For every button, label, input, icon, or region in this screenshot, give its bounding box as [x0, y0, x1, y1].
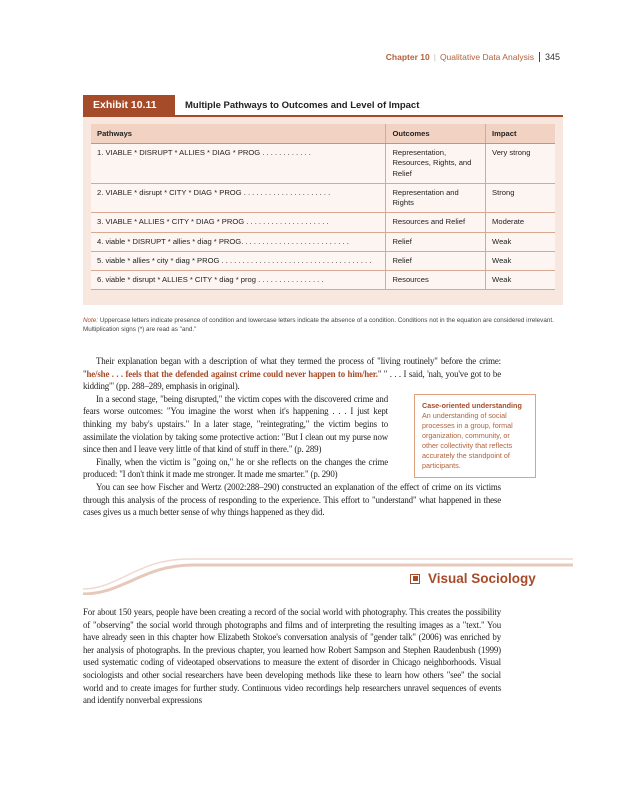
paragraph: For about 150 years, people have been creating a record of the social world with photography. This creates the possibility of "observing" the social world through photographs and films and of interpreting the resulting images as a "text." You have already seen in this chapter how Elizabeth Stokoe's conversation analysis of "gender talk" (2006) was enriched by her analysis of photographs. In the previous chapter, you learned how Robert Sampson and Stephen Raudenbush (1999) used systematic coding of videotaped observations to measure the extent of disorder in Chicago neighborhoods. Visual sociologists and other social researchers have been developing methods like these to learn how others "see" the social world and to create images for further study. Continuous video recordings help researchers unravel sequences of events and identify nonverbal expressions: [83, 607, 501, 706]
table-row: [91, 271, 555, 290]
impact-cell: Moderate: [486, 213, 555, 232]
definition-box: [414, 394, 536, 478]
section-heading: [410, 571, 536, 586]
running-title: Qualitative Data Analysis: [439, 52, 534, 62]
exhibit-table-panel: [83, 117, 563, 305]
impact-cell: Weak: [486, 232, 555, 251]
pathway-cell: 4. viable * DISRUPT * allies * diag * PROG. . . . . . . . . . . . . . . . . . . . . . . . . .: [91, 232, 386, 251]
table-row: [91, 232, 555, 251]
impact-cell: Weak: [486, 271, 555, 290]
decorative-swoosh: [83, 545, 573, 595]
definition-term: Case-oriented understanding: [422, 401, 522, 410]
pathway-cell: 5. viable * allies * city * diag * PROG . . . . . . . . . . . . . . . . . . . . . . . . . . . . . . . . . . . .: [91, 251, 386, 270]
section-title-text: Visual Sociology: [428, 571, 536, 586]
definition-text: An understanding of social processes in a group, formal organization, community, or other collectivity that reflects accurately the standpoint of participants.: [422, 410, 513, 470]
paragraph: You can see how Fischer and Wertz (2002:288–290) constructed an explanation of the effect of crime on its victims through this analysis of the process of responding to the experience. This effort to "understand" what happened in these cases gives us a much better sense of why things happened as they did.: [83, 481, 501, 518]
paragraph: Finally, when the victim is "going on," he or she reflects on the changes the crime produced: "I don't think it made me stronger. It made me smarter." (p. 290): [83, 456, 388, 480]
exhibit-title: Multiple Pathways to Outcomes and Level of Impact: [185, 99, 420, 111]
paragraph-text: " " . . . I said, 'nah, you've got to be kidding'" (pp. 288–289, emphasis in original).: [83, 368, 501, 392]
exhibit-tab: Exhibit 10.11: [83, 95, 175, 115]
paragraph: [83, 355, 501, 393]
table-header-row: [91, 124, 555, 144]
table-row: [91, 213, 555, 232]
table-row: [91, 251, 555, 270]
paragraph: In a second stage, "being disrupted," the victim copes with the discovered crime and fears worse outcomes: "You imagine the worst when it's happening . . . I just kept thinking my baby's upstairs." In a later stage, "reintegrating," the victim begins to assimilate the violation by taking some protective action: "But I clean out my purse now since then and I leave very little of that kind of stuff in there." (p. 289): [83, 393, 388, 455]
square-bullet-icon: [410, 574, 420, 584]
pathways-table: [91, 124, 555, 290]
page-header: [386, 52, 560, 62]
table-row: [91, 183, 555, 213]
section-body: [83, 606, 501, 707]
outcome-cell: Resources: [386, 271, 486, 290]
emphasis-text: he/she . . . feels that the defended against crime could never happen to him/her.: [86, 368, 378, 379]
outcome-cell: Representation and Rights: [386, 183, 486, 213]
table-row: [91, 144, 555, 184]
pathway-cell: 1. VIABLE * DISRUPT * ALLIES * DIAG * PROG . . . . . . . . . . . .: [91, 144, 386, 184]
outcome-cell: Relief: [386, 251, 486, 270]
exhibit-note: [83, 316, 568, 334]
pathway-cell: 2. VIABLE * disrupt * CITY * DIAG * PROG . . . . . . . . . . . . . . . . . . . . .: [91, 183, 386, 213]
exhibit-header: [83, 95, 563, 117]
impact-cell: Weak: [486, 251, 555, 270]
header-separator: |: [433, 52, 436, 62]
column-header-pathways: Pathways: [91, 124, 386, 144]
pathway-cell: 6. viable * disrupt * ALLIES * CITY * diag * prog . . . . . . . . . . . . . . . .: [91, 271, 386, 290]
outcome-cell: Representation, Resources, Rights, and Relief: [386, 144, 486, 184]
pathway-cell: 3. VIABLE * ALLIES * CITY * DIAG * PROG . . . . . . . . . . . . . . . . . . . .: [91, 213, 386, 232]
page-number: 345: [539, 52, 560, 62]
paragraph-text: Their explanation began with a description of what they termed the process of "living routinely" before the crime: ": [83, 356, 501, 379]
outcome-cell: Relief: [386, 232, 486, 251]
note-label: Note:: [83, 317, 99, 324]
chapter-label: Chapter 10: [385, 52, 430, 62]
note-text: Uppercase letters indicate presence of condition and lowercase letters indicate the absence of a condition. Conditions not in the equation are considered irrelevant. Multiplication signs (*) are read as "and.": [83, 317, 554, 334]
outcome-cell: Resources and Relief: [386, 213, 486, 232]
column-header-outcomes: Outcomes: [386, 124, 486, 144]
impact-cell: Strong: [486, 183, 555, 213]
impact-cell: Very strong: [486, 144, 555, 184]
column-header-impact: Impact: [486, 124, 555, 144]
